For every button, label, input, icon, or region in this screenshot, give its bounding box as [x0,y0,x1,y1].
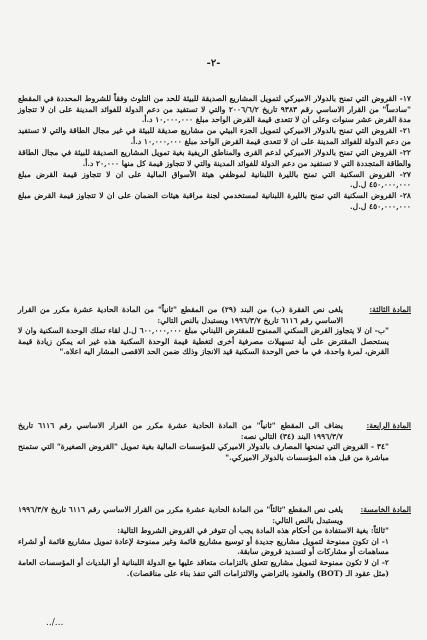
article-five-body: "ثالثاً: بغية الاستفادة من أحكام هذه المادة يجب أن تتوفر في القروض الشروط التالية: [117,526,389,536]
item-number: ٢٧ [402,169,411,179]
item-text: - القروض السكنية التي تمنح بالليرة اللبنانية لموظفي هيئة الأسواق المالية على ان لا تتجاوز قيمة القرض مبلغ ٤٥٠,٠٠٠,٠٠٠ ل.ل. [18,169,411,190]
article-five-intro: يلغى نص المقطع "ثالثاً" من المادة الحادية عشرة مكرر من القرار الاساسي رقم ٦١١٦ تاريخ ١٩٩٦/٣/٧ ويستبدل بالنص التالي: [18,505,343,525]
list-item-21 [18,126,411,147]
article-three-intro: يلغى نص الفقرة (ب) من البند (٢٩) من المقطع "ثانياً" من المادة الحادية عشرة مكرر من القرار الاساسي رقم ٦١١٦ تاريخ ١٩٩٦/٣/٧ ويستبدل بالنص التالي: [18,305,343,325]
item-text: - القروض التي تمنح بالدولار الاميركي لتمويل المشاريع الصديقة للبيئة للحد من التلوث وفقاً للشروط المحددة في المقطع "سادساً" من القرار الاساسي رقم ٩٣٨٣ تاريخ ٢٠٠٦/٦/٢ والتي لا تستفيد من دعم الدولة للفوائد المدينة على ان لا تتجاوز مدة القرض عشر سنوات وعلى ان لا تتعدى قيمة القرض الواحد مبلغ ١٠,٠٠٠,٠٠٠ د.أ. [18,94,412,125]
item-number: ٢٢ [402,147,411,157]
article-five-title: المادة الخامسة: [360,505,411,514]
continuation-mark: ../... [46,618,64,628]
article-three [18,305,411,358]
item-number: ١٧ [402,94,411,103]
loan-list [18,94,411,213]
article-four [18,421,411,463]
page-number: -٢- [206,58,221,69]
item-text: - القروض التي تمنح بالدولار الاميركي لتمويل الجزء البيئي من مشاريع صديقة للبيئة في غير مجال الطاقة والتي لا تستفيد من دعم الدولة للفوائد المدينة على ان لا تتعدى قيمة القرض الواحد مبلغ ١٠,٠٠٠,٠٠٠ د.أ. [18,126,411,146]
item-text: - القروض التي تمنح بالدولار الاميركي لدعم القرى والمناطق الريفية بغية تمويل المشاريع الصديقة للبيئة في مجال الطاقة والطاقة المتجددة التي لا تستفيد من دعم الدولة للفوائد المدينة والتي لا تتجاوز قيمة كل منها ٢٠,٠٠٠ د.أ. [18,147,411,168]
list-item-17 [18,94,411,126]
article-four-intro: يضاف الى المقطع "ثانياً" من المادة الحادية عشرة مكرر من القرار الاساسي رقم ٦١١٦ تاريخ ١٩٩٦/٣/٧ البند (٣٤) التالي نصه: [18,421,343,441]
list-item-28 [18,191,411,212]
article-four-body: "٣٤ - القروض التي تمنحها المصارف بالدولار الاميركي للمؤسسات المالية بغية تمويل "القروض الصغيرة" التي ستمنح مباشرة من قبل هذه المؤسسات بالدولار الاميركي." [18,442,389,462]
list-item-22 [18,148,411,169]
article-five-condition-1: ١- ان تكون ممنوحة لتمويل مشاريع جديدة أو توسيع مشاريع قائمة وغير ممنوحة لإعادة تمويل مشاريع قائمة أو لشراء مساهمات أو مشاركات أو لتسديد قروض سابقة. [18,536,389,557]
item-text: - القروض السكنية التي تمنح بالليرة اللبنانية لمستخدمي لجنة مراقبة هيئات الضمان على ان لا تتجاوز قيمة القرض مبلغ ٤٥٠,٠٠٠,٠٠٠ ل.ل. [18,191,411,211]
article-five [18,505,411,579]
article-five-condition-2: ٢- ان لا تكون ممنوحة لتمويل مشاريع تتعلق بالتزامات متعاقد عليها مع الدولة اللبنانية أو البلديات أو المؤسسات العامة (مثل عقود الـ (BOT) والعقود بالتراضي والالتزامات التي تنفذ بناء على مناقصات). [18,557,389,578]
article-three-body: "ب- ان لا يتجاوز القرض السكني الممنوح للمقترض اللبناني مبلغ ٦٠٠,٠٠٠,٠٠٠ ل.ل لقاء تملك الوحدة السكنية وان لا يستحصل المقترض على أية تسهيلات مصرفية أخرى لتغطية قيمة الوحدة السكنية هذه غير انه يمكن زيادة قيمة القرض، لمرة واحدة، في ما خص الوحدة السكنية قيد الانجاز وذلك ضمن الحد الاقصى المشار اليه اعلاه." [18,326,389,357]
article-three-title: المادة الثالثة: [369,305,411,314]
item-number: ٢٨ [402,191,411,201]
list-item-27 [18,170,411,191]
item-number: ٢١ [402,126,411,136]
article-four-title: المادة الرابعة: [366,421,411,430]
